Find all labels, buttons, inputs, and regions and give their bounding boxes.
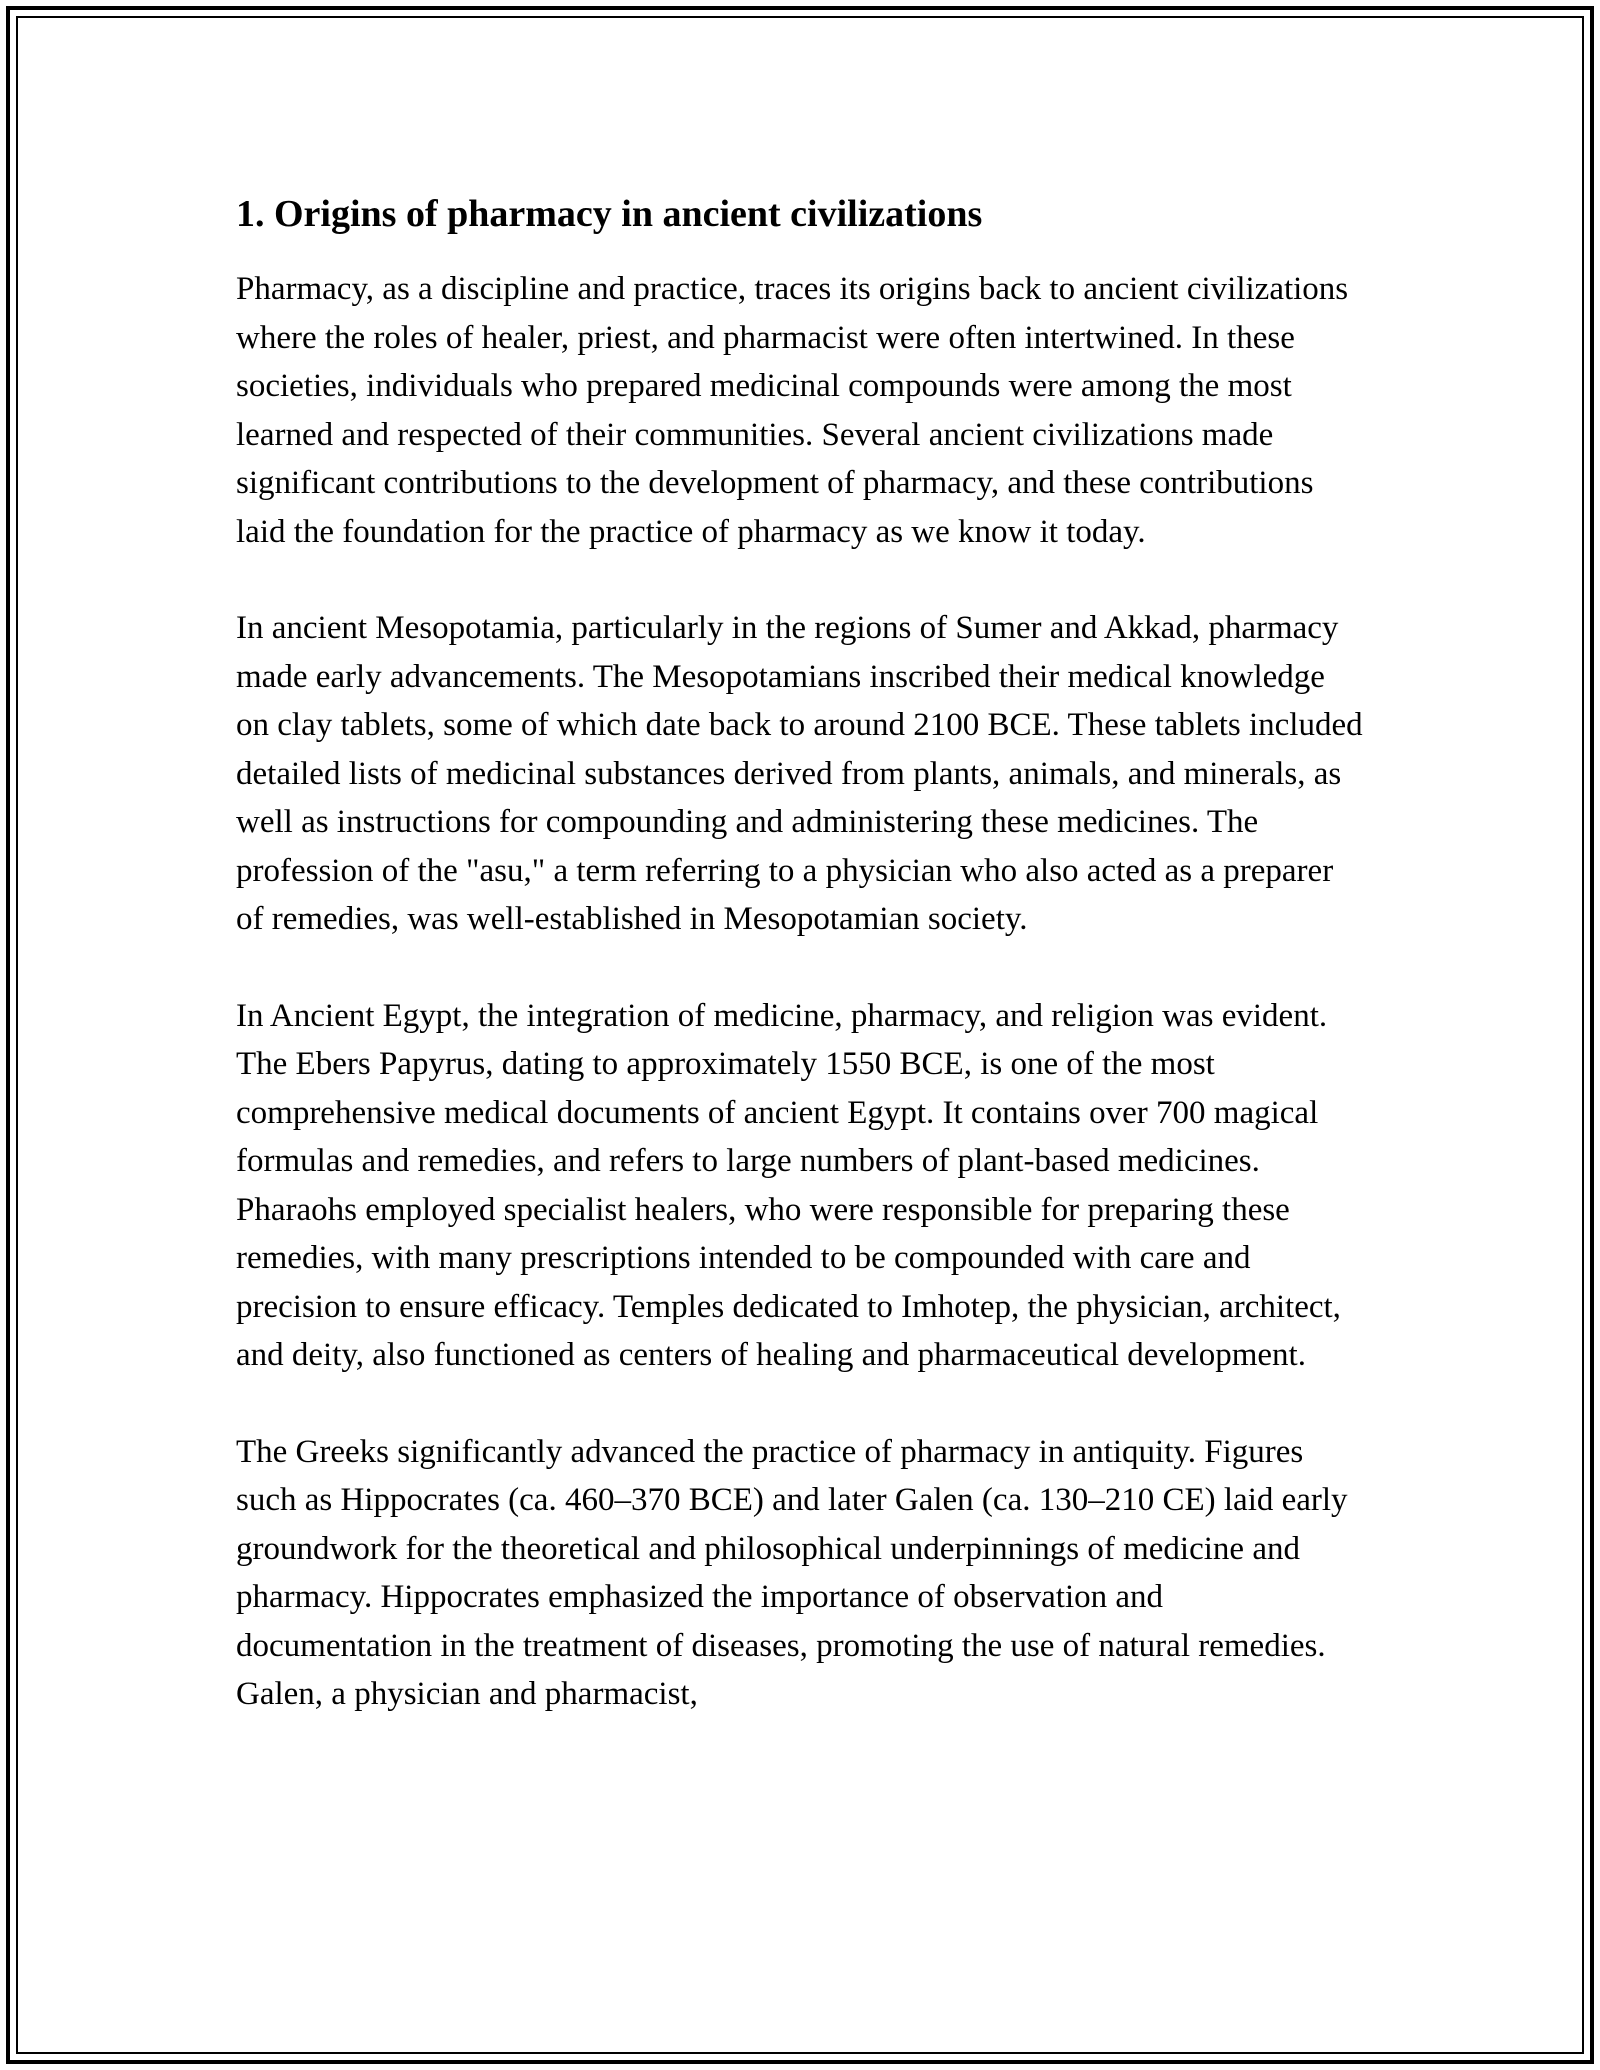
section-heading: 1. Origins of pharmacy in ancient civilizations xyxy=(236,193,983,235)
document-body xyxy=(236,185,1366,1719)
paragraph-egypt: In Ancient Egypt, the integration of medicine, pharmacy, and religion was evident. The Ebers Papyrus, dating to approximately 1550 BCE, is one of the most comprehensive medical documents of ancient Egypt. It contains over 700 magical formulas and remedies, and refers to large numbers of plant-based medicines. Pharaohs employed specialist healers, who were responsible for preparing these remedies, with many prescriptions intended to be compounded with care and precision to ensure efficacy. Temples dedicated to Imhotep, the physician, architect, and deity, also functioned as centers of healing and pharmaceutical development. xyxy=(236,997,1341,1373)
paragraph-greece: The Greeks significantly advanced the practice of pharmacy in antiquity. Figures such as Hippocrates (ca. 460–370 BCE) and later Galen (ca. 130–210 CE) laid early groundwork for the theoretical and philosophical underpinnings of medicine and pharmacy. Hippocrates emphasized the importance of observation and documentation in the treatment of diseases, promoting the use of natural remedies. Galen, a physician and pharmacist, xyxy=(236,1433,1348,1712)
paragraph-intro: Pharmacy, as a discipline and practice, traces its origins back to ancient civilizations where the roles of healer, priest, and pharmacist were often intertwined. In these societies, individuals who prepared medicinal compounds were among the most learned and respected of their communities. Several ancient civilizations made significant contributions to the development of pharmacy, and these contributions laid the foundation for the practice of pharmacy as we know it today. xyxy=(236,271,1349,550)
paragraph-mesopotamia: In ancient Mesopotamia, particularly in the regions of Sumer and Akkad, pharmacy made early advancements. The Mesopotamians inscribed their medical knowledge on clay tablets, some of which date back to around 2100 BCE. These tablets included detailed lists of medicinal substances derived from plants, animals, and minerals, as well as instructions for compounding and administering these medicines. The profession of the "asu," a term referring to a physician who also acted as a preparer of remedies, was well-established in Mesopotamian society. xyxy=(236,610,1363,937)
